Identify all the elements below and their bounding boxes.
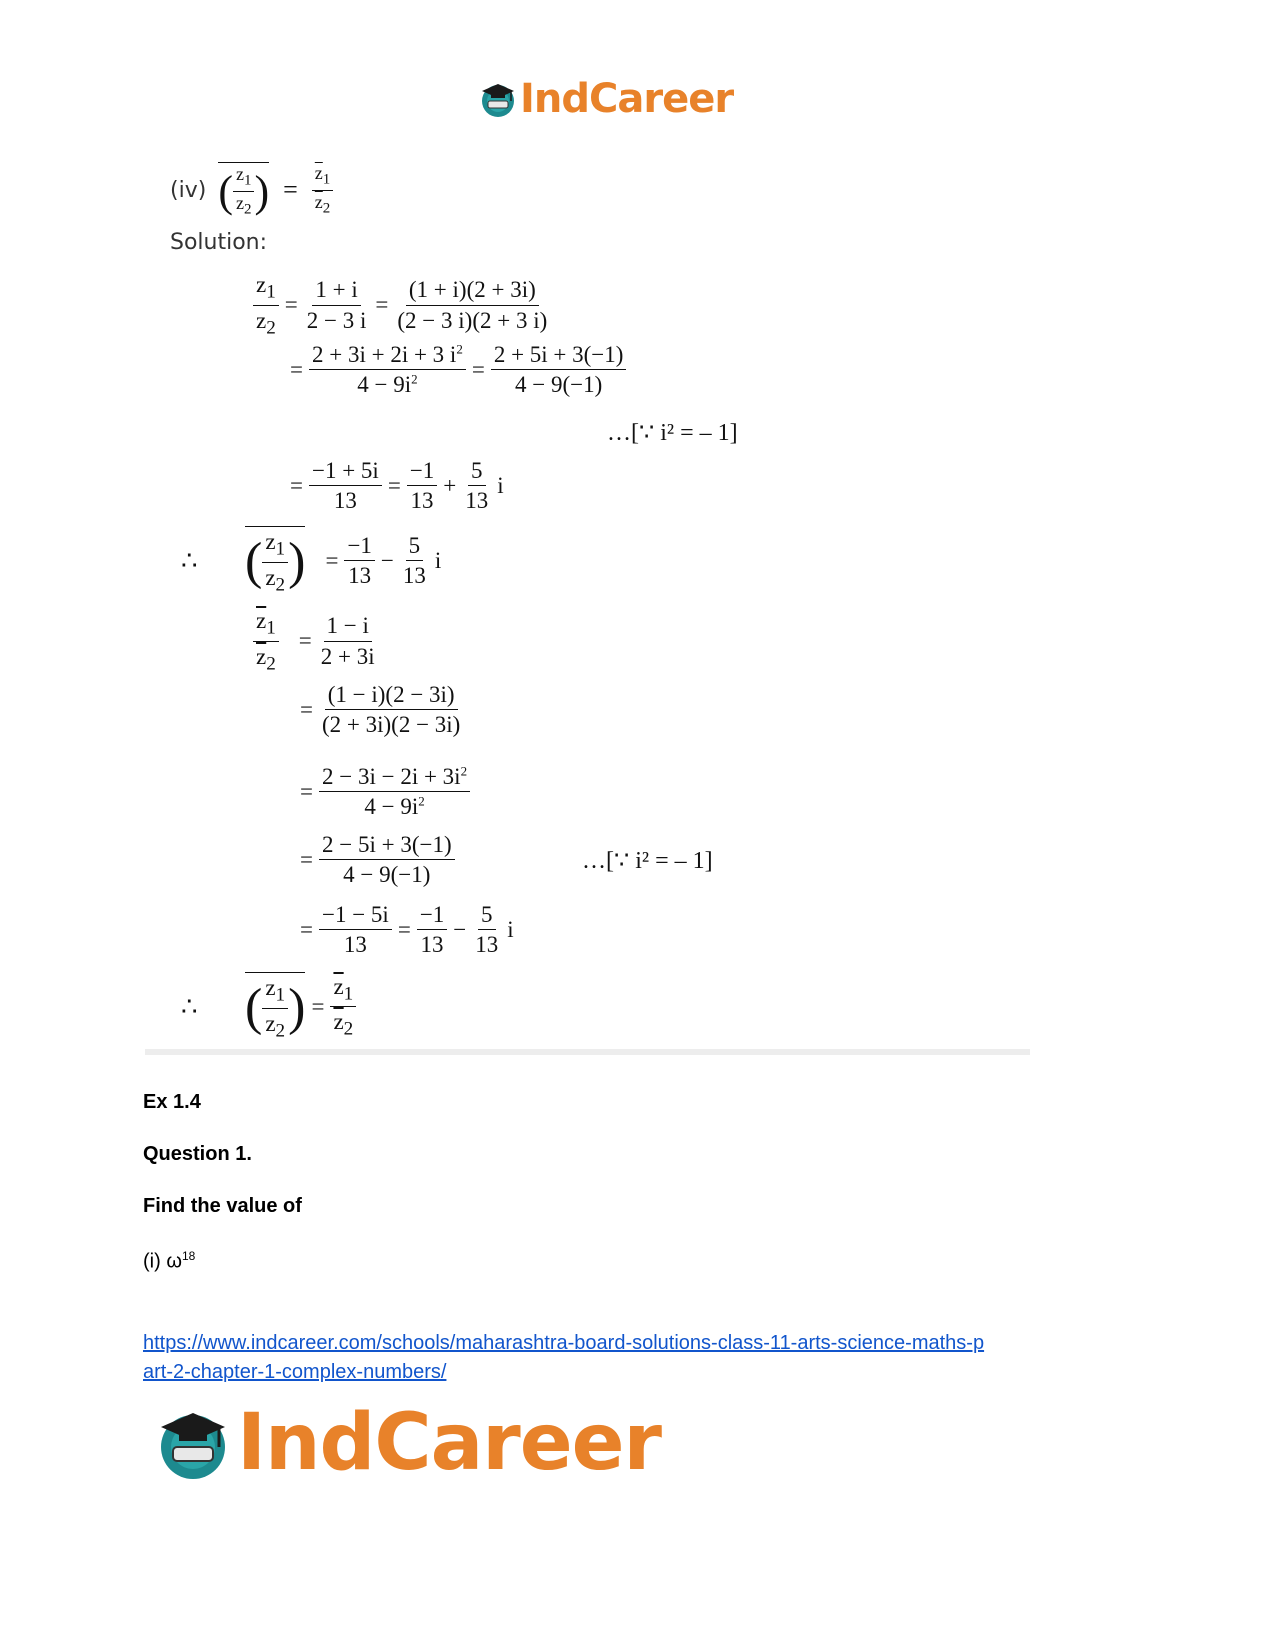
math-line-6: = $\frac{(1 - i)(2 - 3i)}{(2 + 3i)(2 - 3i)}$ [300,682,461,738]
math-line-3: = $\frac{-1 + 5i}{13}$ = $\frac{-1}{13}$ + $\frac{5}{13}$ i [290,458,504,514]
statement-iv: (iv) ( $\frac{z_1}{z_2}$ ) = $\frac{\overline{z}_1}{\overline{z}_2}$ [170,162,333,218]
math-line-9: = $\frac{-1 - 5i}{13}$ = $\frac{-1}{13}$ − $\frac{5}{13}$ i [300,902,514,958]
item-i-text: (i) ω [143,1250,182,1273]
source-link[interactable] [143,1329,1073,1387]
header-logo-text: IndCareer [520,76,734,122]
footer-logo [153,1398,661,1488]
math-line-4: ( $\frac{z_1}{z_2}$ ) = $\frac{-1}{13}$ − $\frac{5}{13}$ i [245,526,441,595]
graduation-cap-icon [153,1403,233,1483]
part-label: (iv) [170,177,207,203]
math-line-7: = $\frac{2 - 3i - 2i + 3i^2}{4 - 9i^2}$ [300,764,470,820]
question-heading: Question 1. [143,1143,252,1165]
math-line-2: = $\frac{2 + 3i + 2i + 3 i^2}{4 - 9i^2}$ = $\frac{2 + 5i + 3(-1)}{4 - 9(-1)}$ [290,342,626,398]
therefore-1: ∴ [181,546,198,575]
item-i [143,1249,195,1274]
math-line-10: ( $\frac{z_1}{z_2}$ ) = $\frac{\overline{z}_1}{\overline{z}_2}$ [245,972,356,1041]
header-logo [478,76,733,122]
note-1: …[∵ i² = – 1] [607,420,738,446]
math-line-8: = $\frac{2 - 5i + 3(-1)}{4 - 9(-1)}$ [300,832,455,888]
graduation-cap-icon [478,79,518,119]
math-line-5: $\frac{\overline{z}_1}{\overline{z}_2}$ = $\frac{1 - i}{2 + 3i}$ [253,608,378,674]
solution-image [145,150,1030,1055]
source-link-line2: art-2-chapter-1-complex-numbers/ [143,1361,447,1383]
footer-logo-text: IndCareer [237,1398,661,1488]
image-bottom-divider [145,1049,1030,1055]
note-2: …[∵ i² = – 1] [582,848,713,874]
item-i-exponent: 18 [181,1249,196,1263]
exercise-heading: Ex 1.4 [143,1091,201,1113]
source-link-line1: https://www.indcareer.com/schools/maharashtra-board-solutions-class-11-arts-science-maths-p [143,1332,985,1354]
math-line-1: $\frac{z_1}{z_2}$ = $\frac{1 + i}{2 - 3 i}$ = $\frac{(1 + i)(2 + 3i)}{(2 - 3 i)(2 + 3 i)}$ [253,272,550,338]
question-prompt: Find the value of [143,1195,302,1217]
therefore-2: ∴ [181,992,198,1021]
solution-label: Solution: [170,230,268,255]
